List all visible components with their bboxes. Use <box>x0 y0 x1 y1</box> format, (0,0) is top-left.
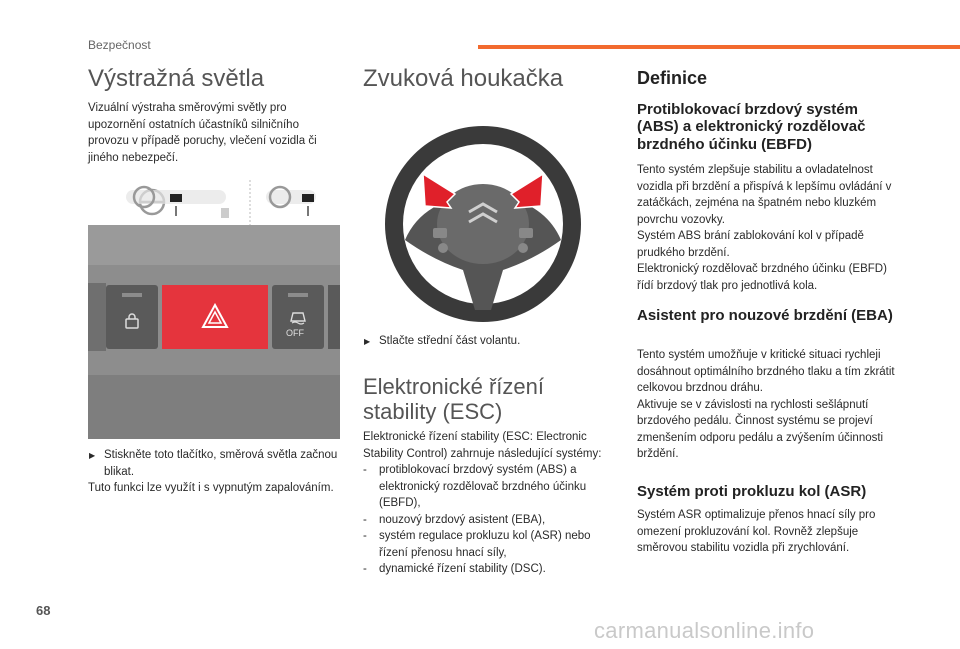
asr-text: Systém ASR optimalizuje přenos hnací síly pro omezení prokluzování kol. Rovněž zlepšuje směrovou stabilitu vozidla při zrychlování. <box>637 509 876 554</box>
list-item: - nouzový brzdový asistent (EBA), <box>363 512 603 529</box>
lock-switch <box>106 285 158 349</box>
hazard-lights-title: Výstražná světla <box>88 65 265 92</box>
asr-title: Systém proti prokluzu kol (ASR) <box>637 483 867 500</box>
abs-text: Tento systém zlepšuje stabilitu a ovladatelnost vozidla při brzdění a přispívá k lepšímu ovládání v zatáčkách, zejména na špatném nebo kluzkém povrchu vozovky. Systém ABS brání zablokování kol v případě prudkého brzdění. Elektronický rozdělovač brzdného účinku (EBFD) řídí brzdový tlak pro jednotlivá kola. <box>637 164 892 292</box>
hazard-triangle-icon <box>201 303 229 329</box>
list-item: - systém regulace prokluzu kol (ASR) nebo řízení přenosu hnací síly, <box>363 528 603 561</box>
esc-car-icon <box>288 307 308 325</box>
eba-title: Asistent pro nouzové brzdění (EBA) <box>637 307 893 324</box>
hazard-lights-intro: Vizuální výstraha směrovými světly pro upozornění ostatních účastníků silničního provozu v případě poruchy, vlečení vozidla či jiného nebezpečí. <box>88 102 317 164</box>
esc-off-label: OFF <box>286 328 304 338</box>
watermark: carmanualsonline.info <box>594 618 815 643</box>
section-label: Bezpečnost <box>88 38 151 52</box>
list-item: - dynamické řízení stability (DSC). <box>363 561 603 578</box>
steering-wheel-icon <box>363 120 599 328</box>
steering-wheel-diagram <box>363 120 599 328</box>
hazard-switch-diagram <box>126 180 316 226</box>
eba-text: Tento systém umožňuje v kritické situaci rychleji dosáhnout optimálního brzdného tlaku a tím zkrátit celkovou brzdnou dráhu. Aktivuje se v závislosti na rychlosti sešlápnutí brzdového pedálu. Činnost systému se projeví zmenšením odporu pedálu a zvýšením účinnosti brždění. <box>637 349 895 460</box>
definitions-title: Definice <box>637 68 708 88</box>
esc-intro: Elektronické řízení stability (ESC: Electronic Stability Control) zahrnuje následující systémy: <box>363 431 602 460</box>
hazard-panel-photo <box>88 225 340 439</box>
page-number: 68 <box>36 603 51 618</box>
horn-instruction: ▶ Stlačte střední část volantu. <box>363 333 615 350</box>
hazard-button[interactable] <box>162 285 268 349</box>
esc-off-switch <box>272 285 324 349</box>
esc-systems-list <box>363 462 603 578</box>
abs-title: Protiblokovací brzdový systém (ABS) a elektronický rozdělovač brzdného účinku (EBFD) <box>637 101 866 153</box>
section-accent-bar <box>478 45 960 49</box>
list-item: - protiblokovací brzdový systém (ABS) a elektronický rozdělovač brzdného účinku (EBFD), <box>363 462 603 512</box>
hazard-instruction: ▶ Stiskněte toto tlačítko, směrová světla začnou blikat. <box>88 447 340 480</box>
switch-diagram-icon <box>126 180 316 226</box>
hazard-note: Tuto funkci lze využít i s vypnutým zapalováním. <box>88 482 334 494</box>
esc-title: Elektronické řízení stability (ESC) <box>363 374 544 424</box>
horn-title: Zvuková houkačka <box>363 65 564 92</box>
lock-icon <box>125 313 139 329</box>
